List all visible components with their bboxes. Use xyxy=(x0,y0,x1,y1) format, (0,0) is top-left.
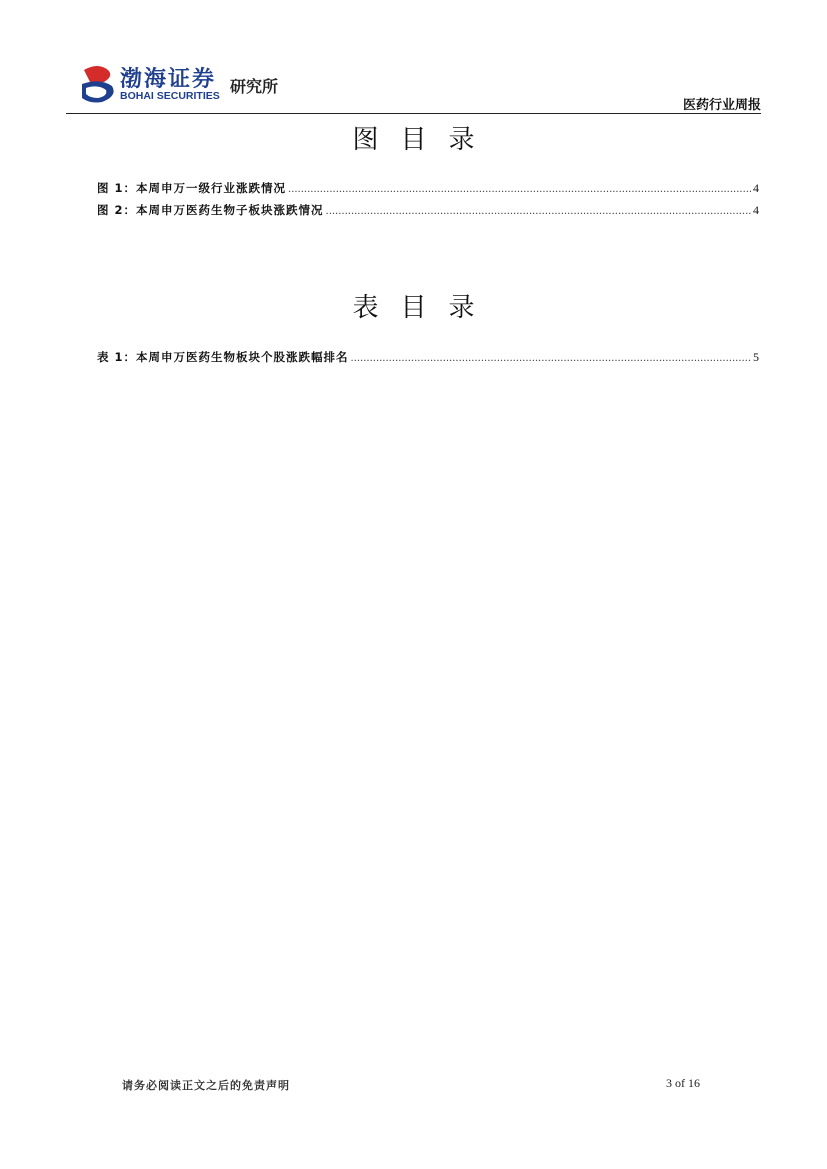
report-type: 医药行业周报 xyxy=(682,98,761,113)
toc-entry-label: 表 1：本周申万医药生物板块个股涨跌幅排名 xyxy=(97,350,349,364)
toc-entry-figure-1[interactable] xyxy=(97,180,759,196)
logo-english-name: BOHAI SECURITIES xyxy=(120,90,220,102)
company-logo xyxy=(80,62,310,110)
toc-leader-dots xyxy=(326,206,751,217)
toc-entry-figure-2[interactable] xyxy=(97,202,759,218)
logo-chinese-name: 渤海证券 xyxy=(120,67,217,92)
footer-disclaimer: 请务必阅读正文之后的免责声明 xyxy=(122,1079,290,1092)
toc-leader-dots xyxy=(351,353,751,364)
toc-entry-label: 图 2：本周申万医药生物子板块涨跌情况 xyxy=(97,203,324,217)
toc-entry-label: 图 1：本周申万一级行业涨跌情况 xyxy=(97,181,287,195)
toc-leader-dots xyxy=(288,184,751,195)
bohai-logo-mark-icon xyxy=(80,64,116,104)
toc-entry-page: 5 xyxy=(753,350,759,364)
toc-entry-page: 4 xyxy=(753,181,759,195)
toc-entry-page: 4 xyxy=(753,203,759,217)
logo-institute: 研究所 xyxy=(230,77,279,96)
header-divider xyxy=(66,113,761,114)
page-number: 3 of 16 xyxy=(666,1076,700,1090)
figures-toc-title: 图目录 xyxy=(352,125,497,155)
tables-toc-title: 表目录 xyxy=(352,293,497,323)
toc-entry-table-1[interactable] xyxy=(97,349,759,365)
